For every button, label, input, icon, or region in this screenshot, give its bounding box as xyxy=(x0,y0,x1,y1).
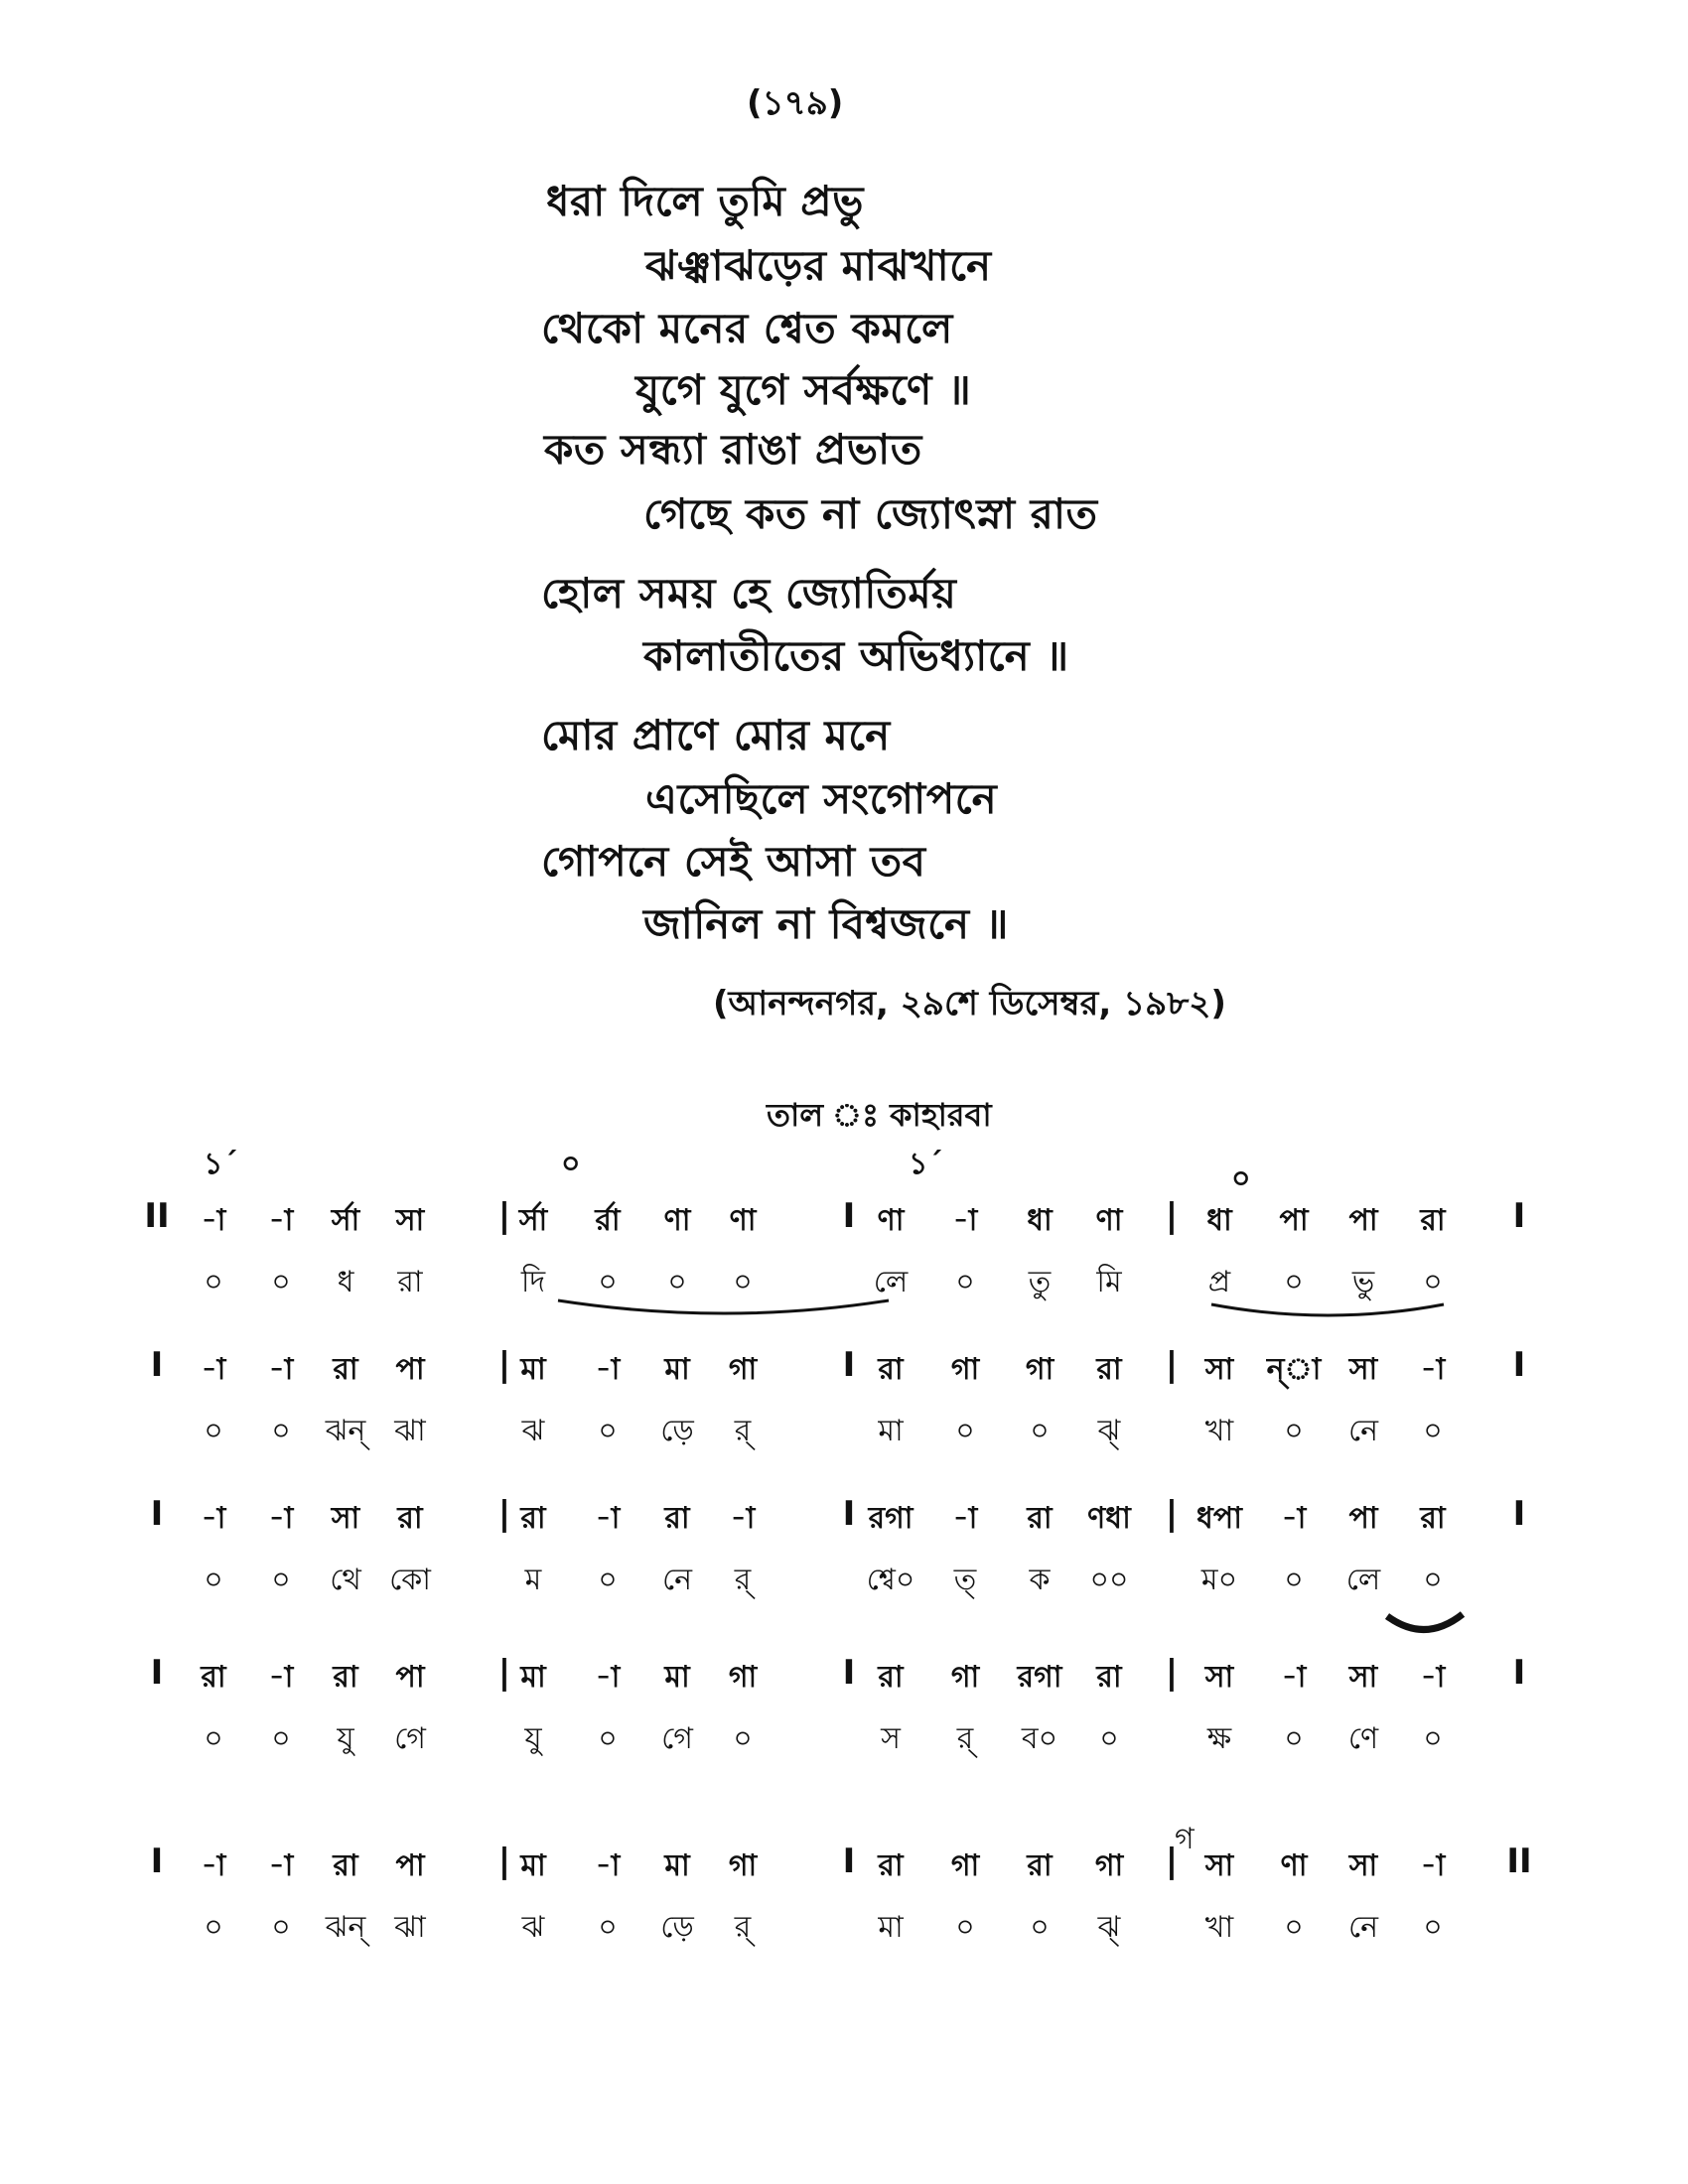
lyric-syllable: ০ xyxy=(1423,1414,1443,1448)
swara-note: -া xyxy=(268,1203,294,1238)
swara-note: র্রা xyxy=(595,1203,621,1238)
swara-note: সা xyxy=(1204,1848,1234,1883)
bar-line: | xyxy=(1165,1345,1179,1385)
bar-line: I xyxy=(1512,1196,1526,1236)
lyric-syllable: ০ xyxy=(271,1721,291,1756)
lyric-syllable: র্ xyxy=(734,1910,752,1945)
lyric-syllable: ধ xyxy=(337,1265,354,1299)
swara-note: মা xyxy=(664,1848,690,1883)
swara-note: -া xyxy=(1281,1501,1307,1536)
bar-line: I xyxy=(150,1653,164,1693)
swara-note: মা xyxy=(664,1660,690,1695)
swara-note: রা xyxy=(1027,1848,1053,1883)
lyric-syllable: স xyxy=(881,1721,901,1756)
bar-line: | xyxy=(1165,1494,1179,1534)
lyric-syllable: ভু xyxy=(1351,1265,1375,1299)
notation-row xyxy=(0,1494,1688,1623)
swara-note: -া xyxy=(268,1352,294,1387)
bar-line: | xyxy=(497,1653,511,1693)
swara-note: সা xyxy=(331,1501,360,1536)
lyric-syllable: ত্ xyxy=(953,1563,977,1597)
swara-note: -া xyxy=(201,1203,226,1238)
swara-note: রা xyxy=(201,1660,226,1695)
lyric-syllable: ড়ে xyxy=(660,1910,694,1945)
grace-note: গ xyxy=(1175,1822,1195,1856)
lyric-syllable: রা xyxy=(397,1265,423,1299)
lyric-syllable: লে xyxy=(873,1265,909,1299)
swara-note: রা xyxy=(878,1352,904,1387)
lyric-syllable: ঝ xyxy=(521,1414,545,1448)
lyric-line: এসেছিলে সংগোপনে xyxy=(645,774,998,823)
lyric-syllable: ০ xyxy=(204,1721,223,1756)
swara-note: -া xyxy=(201,1501,226,1536)
swara-note: পা xyxy=(395,1352,425,1387)
lyric-syllable: থে xyxy=(330,1563,361,1597)
bar-line: | xyxy=(497,1345,511,1385)
swara-note: রা xyxy=(333,1352,358,1387)
swara-note: গা xyxy=(950,1660,980,1695)
lyric-syllable: ০ xyxy=(733,1265,753,1299)
swara-note: রা xyxy=(1420,1501,1446,1536)
lyric-syllable: ০ xyxy=(598,1265,618,1299)
bar-line: | xyxy=(1165,1196,1179,1236)
swara-note: ণা xyxy=(729,1203,757,1238)
swara-note: গা xyxy=(1025,1352,1055,1387)
beat-mark: ০ xyxy=(561,1147,581,1181)
swara-note: -া xyxy=(595,1501,621,1536)
swara-note: গা xyxy=(1094,1848,1124,1883)
lyric-syllable: ০ xyxy=(1030,1910,1050,1945)
slur-mark xyxy=(556,1297,894,1326)
lyric-syllable: মি xyxy=(1096,1265,1122,1299)
lyric-syllable: ০ xyxy=(955,1414,975,1448)
bar-line: I xyxy=(1512,1653,1526,1693)
tala-label: তাল ঃ কাহারবা xyxy=(767,1096,992,1134)
lyric-syllable: ০ xyxy=(271,1910,291,1945)
lyric-syllable: কো xyxy=(389,1563,431,1597)
lyric-syllable: ঝা xyxy=(394,1910,426,1945)
lyric-syllable: গে xyxy=(661,1721,693,1756)
swara-note: গা xyxy=(950,1848,980,1883)
notation-row xyxy=(0,1842,1688,1971)
swara-note: ণা xyxy=(1280,1848,1308,1883)
swara-note: গা xyxy=(728,1352,758,1387)
notation-row xyxy=(0,1345,1688,1474)
lyric-syllable: তু xyxy=(1028,1265,1052,1299)
swara-note: গা xyxy=(950,1352,980,1387)
swara-note: রা xyxy=(878,1660,904,1695)
lyric-line: গোপনে সেই আসা তব xyxy=(541,837,926,886)
slur-mark xyxy=(1385,1612,1465,1640)
swara-note: রা xyxy=(1420,1203,1446,1238)
lyric-line: থেকো মনের শ্বেত কমলে xyxy=(541,304,953,352)
swara-note: রা xyxy=(878,1848,904,1883)
swara-note: রা xyxy=(1096,1352,1122,1387)
swara-note: ধা xyxy=(1027,1203,1053,1238)
page-number: (১৭৯) xyxy=(747,83,844,123)
lyric-syllable: ম xyxy=(524,1563,542,1597)
lyric-syllable: ০ xyxy=(1284,1265,1304,1299)
lyric-syllable: ক xyxy=(1029,1563,1051,1597)
swara-note: -া xyxy=(952,1203,978,1238)
lyric-syllable: ০ xyxy=(955,1910,975,1945)
lyric-syllable: ণে xyxy=(1347,1721,1379,1756)
lyric-syllable: ঝা xyxy=(394,1414,426,1448)
swara-note: রগা xyxy=(868,1501,914,1536)
lyric-syllable: ০ xyxy=(1284,1563,1304,1597)
lyric-syllable: ০ xyxy=(733,1721,753,1756)
bar-line: | xyxy=(497,1842,511,1881)
bar-line: I xyxy=(842,1196,856,1236)
swara-note: ণা xyxy=(877,1203,905,1238)
lyric-syllable: র্ xyxy=(734,1563,752,1597)
lyric-syllable: ০ xyxy=(955,1265,975,1299)
bar-line: | xyxy=(497,1196,511,1236)
bar-line: I xyxy=(842,1842,856,1881)
lyric-syllable: মা xyxy=(878,1414,904,1448)
swara-note: ধা xyxy=(1206,1203,1232,1238)
bar-line: | xyxy=(1165,1842,1179,1881)
lyric-syllable: ০ xyxy=(271,1563,291,1597)
lyric-syllable: ০ xyxy=(1284,1414,1304,1448)
lyric-syllable: লে xyxy=(1345,1563,1381,1597)
swara-note: মা xyxy=(520,1848,546,1883)
swara-note: -া xyxy=(268,1848,294,1883)
lyric-syllable: ০ xyxy=(1030,1414,1050,1448)
lyric-syllable: মা xyxy=(878,1910,904,1945)
bar-line: I xyxy=(1512,1345,1526,1385)
swara-note: রা xyxy=(333,1848,358,1883)
swara-note: রা xyxy=(397,1501,423,1536)
swara-note: -া xyxy=(1281,1660,1307,1695)
swara-note: মা xyxy=(520,1352,546,1387)
lyric-syllable: ০ xyxy=(667,1265,687,1299)
bar-line: II xyxy=(144,1196,170,1236)
swara-note: ণা xyxy=(1095,1203,1123,1238)
swara-note: র্সা xyxy=(518,1203,548,1238)
lyric-syllable: প্র xyxy=(1207,1265,1231,1299)
swara-note: পা xyxy=(1348,1501,1378,1536)
lyric-line: কালাতীতের অভিধ্যানে ॥ xyxy=(643,631,1069,680)
lyric-syllable: শ্বে০ xyxy=(866,1563,915,1597)
swara-note: রা xyxy=(664,1501,690,1536)
swara-note: গা xyxy=(728,1660,758,1695)
lyric-line: হোল সময় হে জ্যোতির্ময় xyxy=(541,569,957,617)
swara-note: সা xyxy=(1204,1352,1234,1387)
lyric-syllable: ০ xyxy=(204,1265,223,1299)
lyric-line: কত সন্ধ্যা রাঙা প্রভাত xyxy=(544,425,922,474)
swara-note: গা xyxy=(728,1848,758,1883)
bar-line: I xyxy=(842,1345,856,1385)
swara-note: -া xyxy=(595,1352,621,1387)
swara-note: রা xyxy=(520,1501,546,1536)
lyric-syllable: ০ xyxy=(204,1563,223,1597)
lyric-syllable: ০ xyxy=(204,1910,223,1945)
lyric-syllable: ০ xyxy=(1423,1910,1443,1945)
swara-note: ন্া xyxy=(1266,1352,1322,1387)
bar-line: I xyxy=(150,1842,164,1881)
lyric-syllable: ০০ xyxy=(1089,1563,1129,1597)
lyric-syllable: নে xyxy=(661,1563,693,1597)
swara-note: -া xyxy=(268,1501,294,1536)
swara-note: পা xyxy=(395,1660,425,1695)
swara-note: সা xyxy=(1348,1660,1378,1695)
lyric-syllable: গে xyxy=(394,1721,426,1756)
swara-note: সা xyxy=(395,1203,425,1238)
lyric-syllable: র্ xyxy=(734,1414,752,1448)
lyric-syllable: ০ xyxy=(1099,1721,1119,1756)
lyric-syllable: ঝ xyxy=(521,1910,545,1945)
bar-line: I xyxy=(1512,1494,1526,1534)
swara-note: রা xyxy=(333,1660,358,1695)
lyric-syllable: ০ xyxy=(271,1265,291,1299)
lyric-syllable: ০ xyxy=(271,1414,291,1448)
composition-note: (আনন্দনগর, ২৯শে ডিসেম্বর, ১৯৮২) xyxy=(713,984,1226,1024)
swara-note: মা xyxy=(520,1660,546,1695)
swara-note: -া xyxy=(201,1352,226,1387)
lyric-syllable: খা xyxy=(1204,1910,1234,1945)
swara-note: -া xyxy=(730,1501,756,1536)
bar-line: I xyxy=(150,1494,164,1534)
bar-line: | xyxy=(1165,1653,1179,1693)
lyric-syllable: ব০ xyxy=(1021,1721,1058,1756)
beat-mark: ০ xyxy=(1231,1161,1251,1196)
swara-note: ণধা xyxy=(1087,1501,1131,1536)
lyric-syllable: যু xyxy=(337,1721,354,1756)
lyric-syllable: নে xyxy=(1347,1414,1379,1448)
lyric-syllable: ০ xyxy=(1423,1721,1443,1756)
lyric-syllable: ০ xyxy=(598,1721,618,1756)
swara-note: ণা xyxy=(663,1203,691,1238)
lyric-syllable: ০ xyxy=(1284,1721,1304,1756)
swara-note: -া xyxy=(1420,1352,1446,1387)
lyric-syllable: ০ xyxy=(598,1910,618,1945)
swara-note: সা xyxy=(1348,1352,1378,1387)
bar-line: | xyxy=(497,1494,511,1534)
swara-note: র্সা xyxy=(331,1203,360,1238)
bar-line: I xyxy=(150,1345,164,1385)
lyric-line: মোর প্রাণে মোর মনে xyxy=(541,711,891,759)
lyric-syllable: ঝ্ xyxy=(1097,1910,1121,1945)
notation-row xyxy=(0,1653,1688,1782)
swara-note: -া xyxy=(201,1848,226,1883)
lyric-syllable: ক্ষ xyxy=(1206,1721,1232,1756)
swara-note: -া xyxy=(952,1501,978,1536)
swara-note: -া xyxy=(595,1848,621,1883)
lyric-syllable: খা xyxy=(1204,1414,1234,1448)
lyric-syllable: নে xyxy=(1347,1910,1379,1945)
swara-note: সা xyxy=(1204,1660,1234,1695)
lyric-syllable: ০ xyxy=(598,1563,618,1597)
lyric-line: যুগে যুগে সর্বক্ষণে ॥ xyxy=(635,365,972,414)
beat-mark: ১´ xyxy=(204,1147,238,1181)
lyric-syllable: ম০ xyxy=(1200,1563,1238,1597)
lyric-line: গেছে কত না জ্যোৎস্না রাত xyxy=(643,489,1098,538)
swara-note: পা xyxy=(395,1848,425,1883)
lyric-syllable: যু xyxy=(524,1721,542,1756)
swara-note: মা xyxy=(664,1352,690,1387)
swara-note: -া xyxy=(595,1660,621,1695)
beat-mark: ১´ xyxy=(909,1147,943,1181)
lyric-line: ধরা দিলে তুমি প্রভু xyxy=(546,177,864,225)
lyric-syllable: ০ xyxy=(1423,1265,1443,1299)
lyric-syllable: ঝন্ xyxy=(325,1910,366,1945)
swara-note: রা xyxy=(1096,1660,1122,1695)
lyric-line: জানিল না বিশ্বজনে ॥ xyxy=(643,899,1009,948)
lyric-syllable: ঝ্ xyxy=(1097,1414,1121,1448)
swara-note: রগা xyxy=(1017,1660,1062,1695)
lyric-syllable: ড়ে xyxy=(660,1414,694,1448)
bar-line: I xyxy=(842,1653,856,1693)
lyric-line: ঝঞ্ঝাঝড়ের মাঝখানে xyxy=(645,241,992,290)
swara-note: রা xyxy=(1027,1501,1053,1536)
bar-line: I xyxy=(842,1494,856,1534)
lyric-syllable: ঝন্ xyxy=(325,1414,366,1448)
lyric-syllable: দি xyxy=(520,1265,546,1299)
swara-note: -া xyxy=(268,1660,294,1695)
slur-mark xyxy=(1209,1302,1448,1328)
lyric-syllable: ০ xyxy=(1284,1910,1304,1945)
lyric-syllable: র্ xyxy=(956,1721,974,1756)
lyric-syllable: ০ xyxy=(204,1414,223,1448)
lyric-syllable: ০ xyxy=(598,1414,618,1448)
swara-note: পা xyxy=(1279,1203,1309,1238)
swara-note: পা xyxy=(1348,1203,1378,1238)
bar-line: II xyxy=(1506,1842,1532,1881)
lyric-syllable: ০ xyxy=(1423,1563,1443,1597)
swara-note: -া xyxy=(1420,1660,1446,1695)
swara-note: সা xyxy=(1348,1848,1378,1883)
swara-note: -া xyxy=(1420,1848,1446,1883)
swara-note: ধপা xyxy=(1196,1501,1242,1536)
